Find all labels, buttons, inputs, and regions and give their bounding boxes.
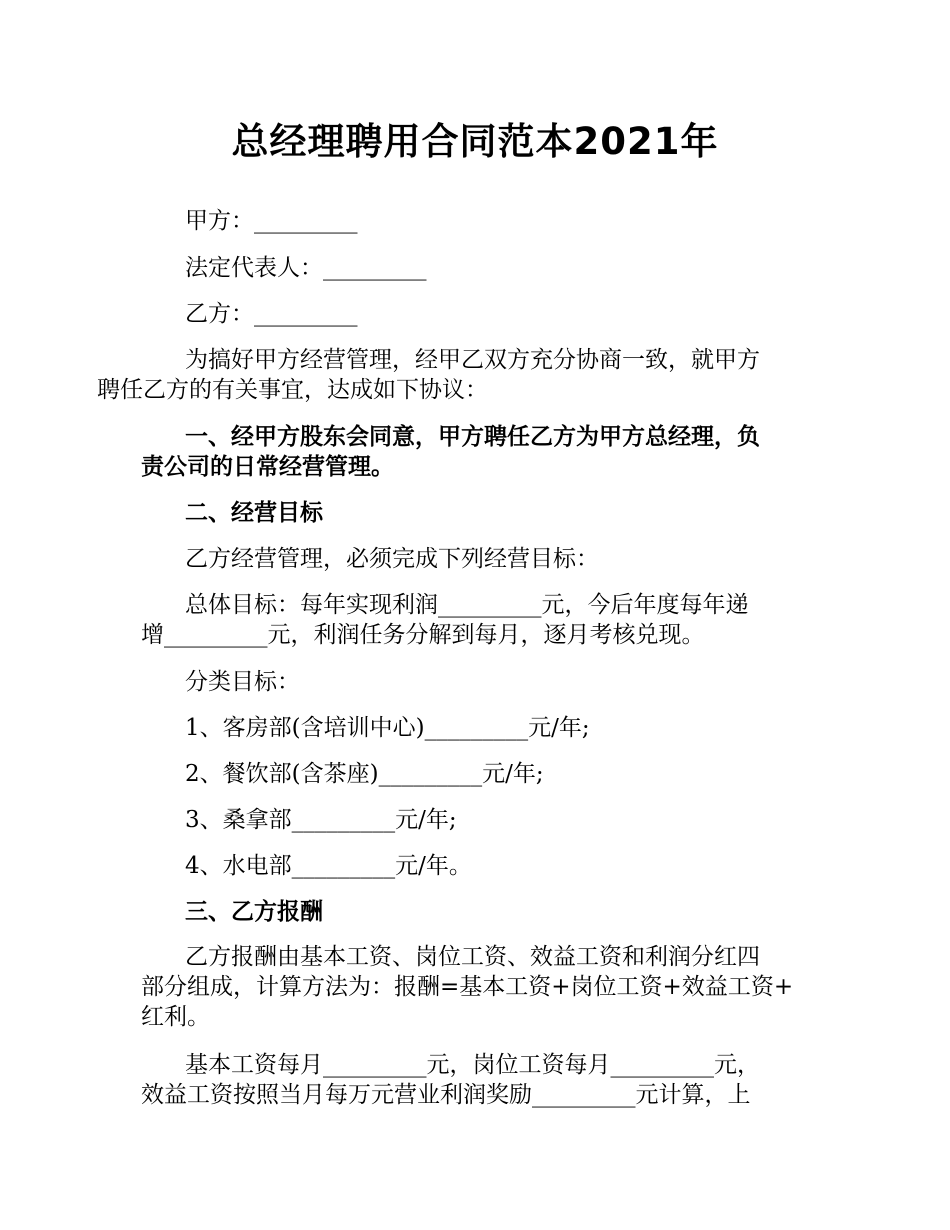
- clause-1-line-2: 责公司的日常经营管理。: [141, 454, 394, 480]
- salary-detail-line-1: 基本工资每月_________元，岗位工资每月_________元，: [185, 1052, 760, 1078]
- target-item-3: 3、桑拿部_________元/年;: [185, 807, 457, 833]
- intro-paragraph: [97, 345, 811, 405]
- overall-target-paragraph: [141, 590, 811, 650]
- section-heading-targets: 二、经营目标: [185, 500, 323, 526]
- party-a-line: 甲方：_________: [185, 208, 358, 234]
- section-heading-remuneration: 三、乙方报酬: [185, 899, 323, 925]
- target-item-1: 1、客房部(含培训中心)_________元/年;: [185, 715, 590, 741]
- clause-1-line-1: 一、经甲方股东会同意，甲方聘任乙方为甲方总经理，负: [185, 424, 760, 450]
- remuneration-paragraph: [141, 942, 811, 1032]
- legal-representative-line: 法定代表人：_________: [185, 255, 427, 281]
- remuneration-line-1: 乙方报酬由基本工资、岗位工资、效益工资和利润分红四: [185, 944, 760, 970]
- intro-line-1: 为搞好甲方经营管理，经甲乙双方充分协商一致，就甲方: [185, 347, 760, 373]
- document-title: 总经理聘用合同范本2021年: [231, 120, 719, 163]
- category-target-label: 分类目标：: [185, 669, 300, 695]
- overall-target-line-2: 增_________元，利润任务分解到每月，逐月考核兑现。: [141, 622, 705, 648]
- party-b-line: 乙方：_________: [185, 301, 358, 327]
- intro-line-2: 聘任乙方的有关事宜，达成如下协议：: [97, 377, 488, 403]
- overall-target-line-1: 总体目标：每年实现利润_________元，今后年度每年递: [185, 592, 749, 618]
- targets-intro: 乙方经营管理，必须完成下列经营目标：: [185, 546, 599, 572]
- remuneration-line-3: 红利。: [141, 1004, 210, 1030]
- target-item-4: 4、水电部_________元/年。: [185, 853, 472, 879]
- target-item-2: 2、餐饮部(含茶座)_________元/年;: [185, 761, 544, 787]
- salary-detail-paragraph: [141, 1050, 811, 1110]
- salary-detail-line-2: 效益工资按照当月每万元营业利润奖励_________元计算，上: [141, 1082, 751, 1108]
- remuneration-line-2: 部分组成，计算方法为：报酬=基本工资+岗位工资+效益工资+: [141, 974, 794, 1000]
- clause-1-paragraph: [141, 422, 811, 482]
